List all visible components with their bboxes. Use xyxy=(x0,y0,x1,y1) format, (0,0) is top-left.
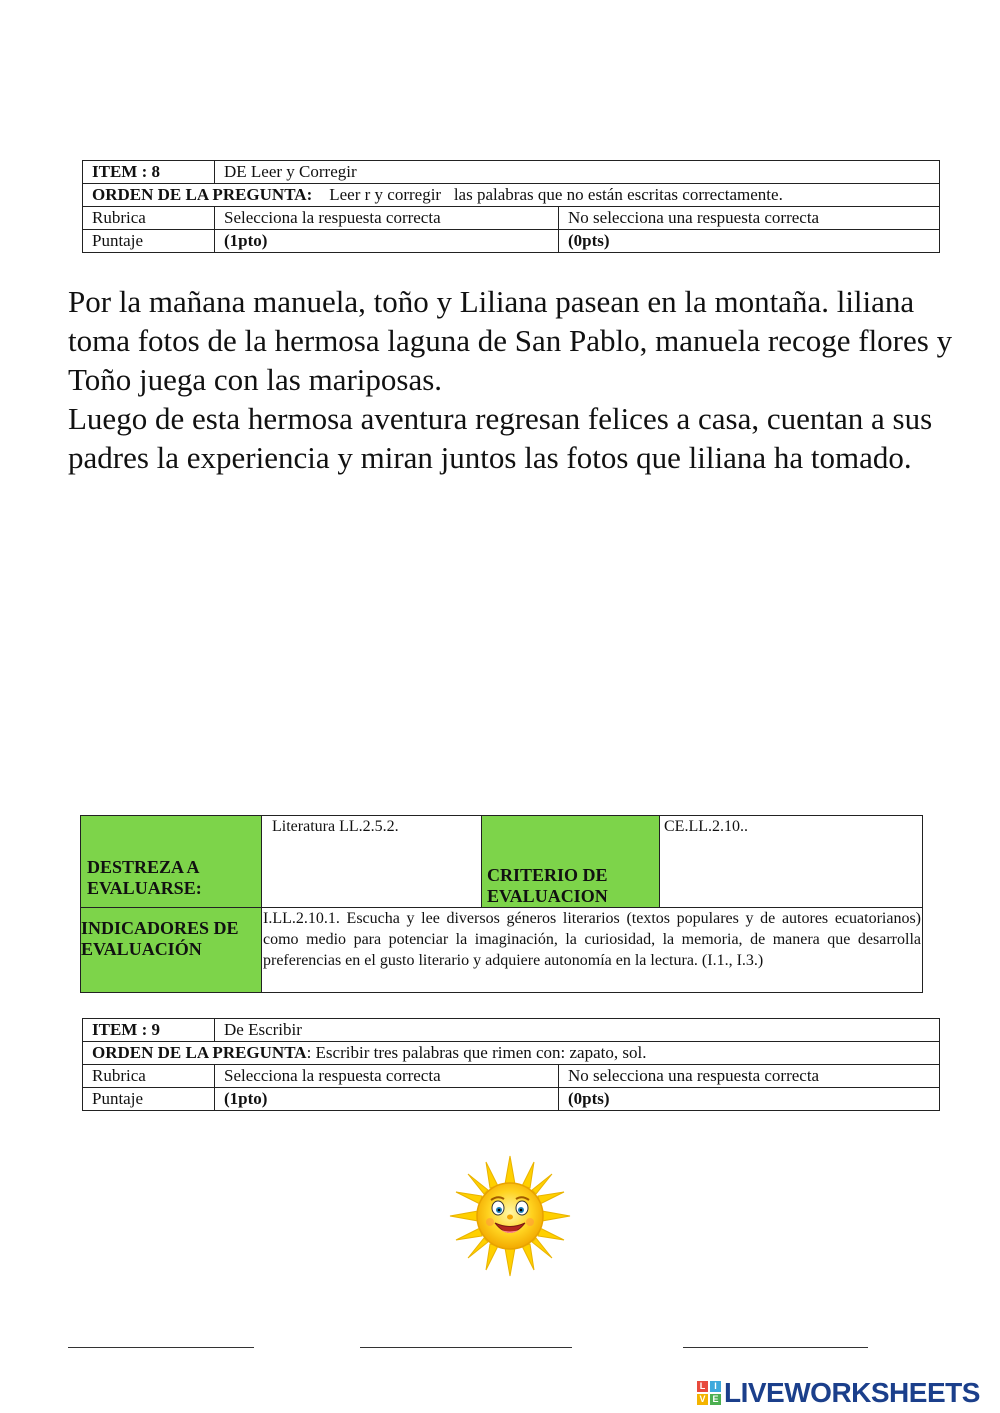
destreza-label: DESTREZA A EVALUARSE: xyxy=(81,816,262,908)
answer-blank-3[interactable] xyxy=(683,1347,868,1348)
logo-text: LIVEWORKSHEETS xyxy=(724,1377,980,1408)
puntaje-correct: (1pto) xyxy=(215,1088,559,1111)
criterio-value: CE.LL.2.10.. xyxy=(660,816,923,908)
puntaje-wrong: (0pts) xyxy=(559,230,940,253)
rubrica-wrong: No selecciona una respuesta correcta xyxy=(559,207,940,230)
puntaje-label: Puntaje xyxy=(83,1088,215,1111)
answer-blank-2[interactable] xyxy=(360,1347,572,1348)
item-8-table xyxy=(82,160,940,253)
item-label-cell: ITEM : 9 xyxy=(83,1019,215,1042)
story-paragraph-1: Por la mañana manuela, toño y Liliana pasean en la montaña. liliana toma fotos de la hermosa laguna de San Pablo, manuela recoge flores y Toño juega con las mariposas. xyxy=(68,284,953,397)
item-label-cell: ITEM : 8 xyxy=(83,161,215,184)
story-paragraph-2: Luego de esta hermosa aventura regresan felices a casa, cuentan a sus padres la experiencia y miran juntos las fotos que liliana ha tomado. xyxy=(68,401,933,475)
story-text xyxy=(68,282,958,477)
liveworksheets-logo xyxy=(697,1378,980,1408)
indicadores-label: INDICADORES DE EVALUACIÓN xyxy=(81,908,262,993)
item-value-cell: DE Leer y Corregir xyxy=(215,161,940,184)
evaluation-criteria-table xyxy=(80,815,923,993)
rubrica-correct: Selecciona la respuesta correcta xyxy=(215,1065,559,1088)
indicadores-value: I.LL.2.10.1. Escucha y lee diversos géneros literarios (textos populares y de autores ecuatorianos) como medio para potenciar la imaginación, la curiosidad, la memoria, de manera que desarrolla preferencias en el gusto literario y adquiere autonomía en la lectura. (I.1., I.3.) xyxy=(262,908,923,993)
logo-mark-icon xyxy=(697,1381,721,1405)
criterio-label: CRITERIO DE EVALUACION xyxy=(482,816,660,908)
logo-letter: L xyxy=(697,1381,708,1392)
question-order-row: ORDEN DE LA PREGUNTA: Escribir tres palabras que rimen con: zapato, sol. xyxy=(83,1042,940,1065)
item-value-cell: De Escribir xyxy=(215,1019,940,1042)
logo-letter: V xyxy=(697,1394,708,1405)
puntaje-wrong: (0pts) xyxy=(559,1088,940,1111)
item-9-table xyxy=(82,1018,940,1111)
rubrica-correct: Selecciona la respuesta correcta xyxy=(215,207,559,230)
smiling-sun-icon xyxy=(448,1154,572,1278)
rubrica-label: Rubrica xyxy=(83,207,215,230)
puntaje-correct: (1pto) xyxy=(215,230,559,253)
rubrica-label: Rubrica xyxy=(83,1065,215,1088)
puntaje-label: Puntaje xyxy=(83,230,215,253)
rubrica-wrong: No selecciona una respuesta correcta xyxy=(559,1065,940,1088)
logo-letter: E xyxy=(710,1394,721,1405)
answer-blank-1[interactable] xyxy=(68,1347,254,1348)
question-order-row: ORDEN DE LA PREGUNTA: Leer r y corregir las palabras que no están escritas correctamente. xyxy=(83,184,940,207)
destreza-value: Literatura LL.2.5.2. xyxy=(262,816,482,908)
logo-letter: I xyxy=(710,1381,721,1392)
